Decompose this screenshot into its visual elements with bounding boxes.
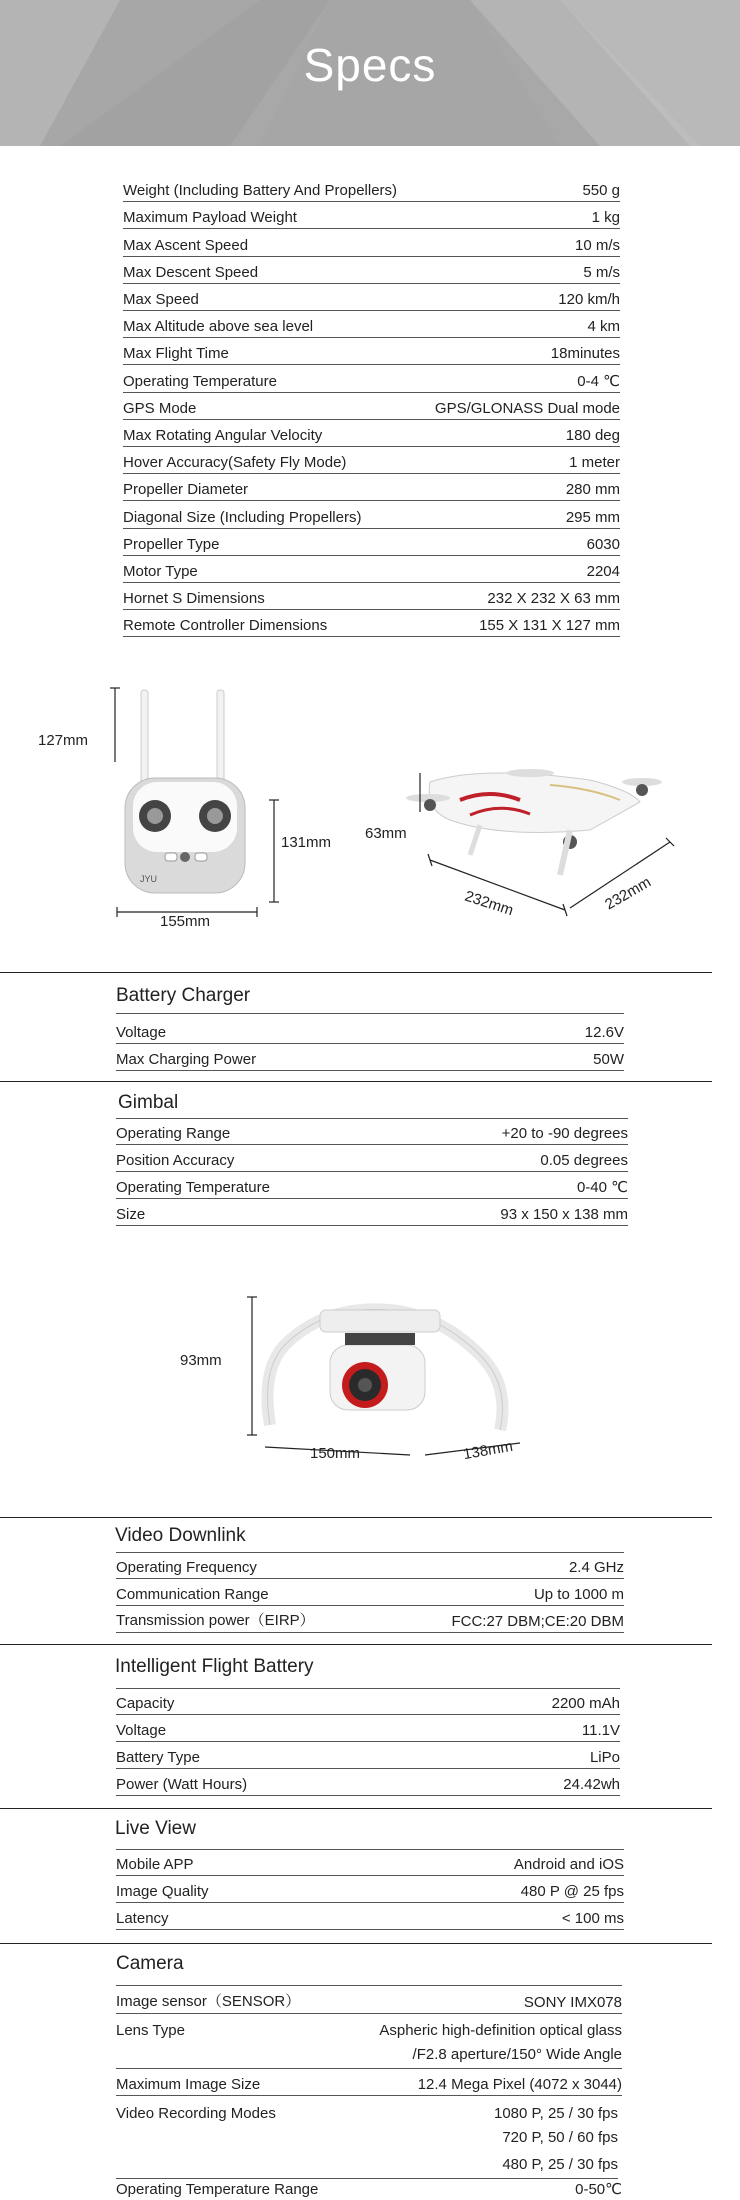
section-rule-charger	[0, 972, 712, 973]
battery-charger-row-power	[116, 1044, 624, 1071]
row-label: Operating Temperature	[116, 1179, 270, 1196]
row-label: Latency	[116, 1910, 169, 1927]
camera-row-sensor	[116, 1985, 622, 2014]
gimbal-width-label: 150mm	[310, 1445, 361, 1462]
gimbal-row	[116, 1118, 628, 1145]
section-rule-gimbal	[0, 1081, 712, 1082]
gimbal-image	[268, 1309, 503, 1430]
live-view-row	[116, 1849, 624, 1876]
row-label: Battery Type	[116, 1749, 200, 1766]
row-value: 11.1V	[581, 1722, 620, 1739]
drone-height-label: 63mm	[365, 825, 407, 842]
gimbal-row	[116, 1199, 628, 1226]
section-rule-camera	[0, 1943, 712, 1944]
section-rule-liveview	[0, 1808, 712, 1809]
row-value: 232 X 232 X 63 mm	[487, 590, 620, 608]
row-label: Voltage	[116, 1024, 167, 1041]
row-value: GPS/GLONASS Dual mode	[434, 399, 620, 417]
row-label: Maximum Image Size	[116, 2076, 261, 2093]
camera-lens-line2: /F2.8 aperture/150° Wide Angle	[116, 2041, 622, 2069]
row-value: < 100 ms	[561, 1910, 624, 1927]
gimbal-height-label: 93mm	[180, 1352, 222, 1369]
row-label: Propeller Type	[123, 535, 220, 553]
row-label: Operating Temperature Range	[116, 2181, 319, 2198]
row-label: Max Rotating Angular Velocity	[123, 426, 323, 444]
controller-height-label: 127mm	[38, 732, 89, 749]
page-title: Specs	[303, 39, 437, 91]
row-value: LiPo	[589, 1749, 620, 1766]
gimbal-depth-label: 138mm	[461, 1437, 515, 1464]
row-label: Remote Controller Dimensions	[123, 617, 328, 635]
camera-row-image-size	[116, 2068, 622, 2096]
row-value: 480 P @ 25 fps	[520, 1883, 624, 1900]
spec-row	[123, 393, 620, 420]
flight-battery-row	[116, 1769, 620, 1796]
battery-charger-title: Battery Charger	[116, 985, 251, 1006]
row-label: Image sensor（SENSOR）	[116, 1993, 301, 2010]
spec-row	[123, 338, 620, 365]
row-label: Operating Temperature	[123, 372, 277, 390]
row-label: Max Speed	[123, 290, 199, 308]
row-value: 5 m/s	[583, 263, 620, 281]
row-label: Maximum Payload Weight	[123, 209, 297, 227]
row-label: Weight (Including Battery And Propellers)	[123, 182, 398, 200]
row-label: Communication Range	[116, 1586, 269, 1603]
row-value: 2204	[586, 562, 620, 580]
flight-battery-row	[116, 1688, 620, 1715]
row-value: Aspheric high-definition optical glass	[379, 2022, 622, 2039]
row-value: +20 to -90 degrees	[501, 1125, 628, 1142]
spec-row	[123, 501, 620, 528]
gimbal-row	[116, 1172, 628, 1199]
row-value: 2.4 GHz	[568, 1559, 624, 1576]
camera-video-mode-480: 480 P, 25 / 30 fps	[116, 2151, 618, 2179]
live-view-row	[116, 1903, 624, 1930]
row-value: 24.42wh	[563, 1776, 620, 1793]
flight-battery-row	[116, 1742, 620, 1769]
controller-depth-label: 131mm	[281, 834, 332, 851]
flight-battery-row	[116, 1715, 620, 1742]
row-value: 2200 mAh	[551, 1695, 620, 1712]
camera-row-op-temp	[116, 2178, 622, 2200]
row-label: Diagonal Size (Including Propellers)	[123, 508, 362, 526]
row-label: Max Charging Power	[116, 1051, 257, 1068]
spec-row	[123, 610, 620, 637]
row-value: 4 km	[587, 318, 620, 336]
video-downlink-title: Video Downlink	[115, 1525, 246, 1546]
video-downlink-row	[116, 1552, 624, 1579]
row-value: 50W	[593, 1051, 624, 1068]
row-value: 12.6V	[584, 1024, 624, 1041]
row-label: Power (Watt Hours)	[116, 1776, 248, 1793]
row-label: Voltage	[116, 1722, 167, 1739]
row-label: Max Ascent Speed	[123, 236, 249, 254]
row-label: Size	[116, 1206, 146, 1223]
spec-row	[123, 474, 620, 501]
row-label: Max Altitude above sea level	[123, 318, 314, 336]
drone-length-label: 232mm	[462, 887, 516, 920]
row-label: Transmission power（EIRP）	[116, 1612, 315, 1629]
spec-row	[123, 556, 620, 583]
battery-charger-row-voltage	[116, 1013, 624, 1044]
spec-row	[123, 447, 620, 474]
row-value: 0-50℃	[575, 2181, 622, 2198]
live-view-row	[116, 1876, 624, 1903]
row-value: 93 x 150 x 138 mm	[500, 1206, 628, 1223]
camera-title: Camera	[116, 1953, 184, 1974]
drone-image	[406, 769, 662, 875]
gimbal-row	[116, 1145, 628, 1172]
row-label: Capacity	[116, 1695, 175, 1712]
row-label: Image Quality	[116, 1883, 209, 1900]
row-value: 18minutes	[550, 345, 620, 363]
controller-width-label: 155mm	[160, 913, 211, 930]
spec-row	[123, 175, 620, 202]
row-value: 280 mm	[565, 481, 620, 499]
spec-row	[123, 257, 620, 284]
gimbal-title: Gimbal	[118, 1092, 179, 1113]
video-downlink-row	[116, 1579, 624, 1606]
spec-row	[123, 202, 620, 229]
spec-row	[123, 365, 620, 392]
row-value: 1080 P, 25 / 30 fps	[494, 2105, 618, 2122]
drone-width-label: 232mm	[602, 873, 654, 914]
row-label: Operating Range	[116, 1125, 231, 1142]
row-value: 12.4 Mega Pixel (4072 x 3044)	[417, 2076, 622, 2093]
row-label: Mobile APP	[116, 1856, 194, 1873]
camera-row-video-modes	[116, 2096, 618, 2124]
row-label: Operating Frequency	[116, 1559, 257, 1576]
row-value: 180 deg	[565, 426, 620, 444]
row-value: 10 m/s	[574, 236, 620, 254]
row-value: 6030	[586, 535, 620, 553]
row-label: Hornet S Dimensions	[123, 590, 265, 608]
row-value: 0.05 degrees	[540, 1152, 628, 1169]
row-value: 120 km/h	[558, 290, 620, 308]
specs-banner	[0, 0, 740, 146]
video-downlink-row	[116, 1606, 624, 1633]
row-value: 1 meter	[569, 454, 620, 472]
row-label: Max Descent Speed	[123, 263, 259, 281]
camera-video-mode-720: 720 P, 50 / 60 fps	[502, 2129, 618, 2146]
section-rule-video	[0, 1517, 712, 1518]
camera-row-lens	[116, 2014, 622, 2041]
row-value: Up to 1000 m	[533, 1586, 624, 1603]
row-value: SONY IMX078	[523, 1994, 622, 2011]
live-view-title: Live View	[115, 1818, 196, 1839]
spec-row	[123, 420, 620, 447]
row-value: 155 X 131 X 127 mm	[479, 617, 620, 635]
row-label: Video Recording Modes	[116, 2105, 276, 2122]
row-label: Motor Type	[123, 562, 198, 580]
spec-row	[123, 583, 620, 610]
row-label: Propeller Diameter	[123, 481, 249, 499]
row-value: 550 g	[582, 182, 620, 200]
row-value: 1 kg	[591, 209, 620, 227]
section-rule-battery	[0, 1644, 712, 1645]
controller-brand: JYU	[140, 874, 158, 884]
spec-row	[123, 311, 620, 338]
row-label: GPS Mode	[123, 399, 197, 417]
row-value: 295 mm	[565, 508, 620, 526]
flight-battery-title: Intelligent Flight Battery	[115, 1656, 314, 1677]
row-value: Android and iOS	[513, 1856, 624, 1873]
row-label: Lens Type	[116, 2022, 185, 2039]
row-value: 0-40 ℃	[576, 1179, 628, 1196]
spec-row	[123, 284, 620, 311]
row-value: 0-4 ℃	[577, 372, 620, 390]
spec-row	[123, 529, 620, 556]
row-value: FCC:27 DBM;CE:20 DBM	[451, 1613, 624, 1630]
spec-row	[123, 229, 620, 256]
row-label: Position Accuracy	[116, 1152, 235, 1169]
row-label: Max Flight Time	[123, 345, 229, 363]
row-label: Hover Accuracy(Safety Fly Mode)	[123, 454, 347, 472]
